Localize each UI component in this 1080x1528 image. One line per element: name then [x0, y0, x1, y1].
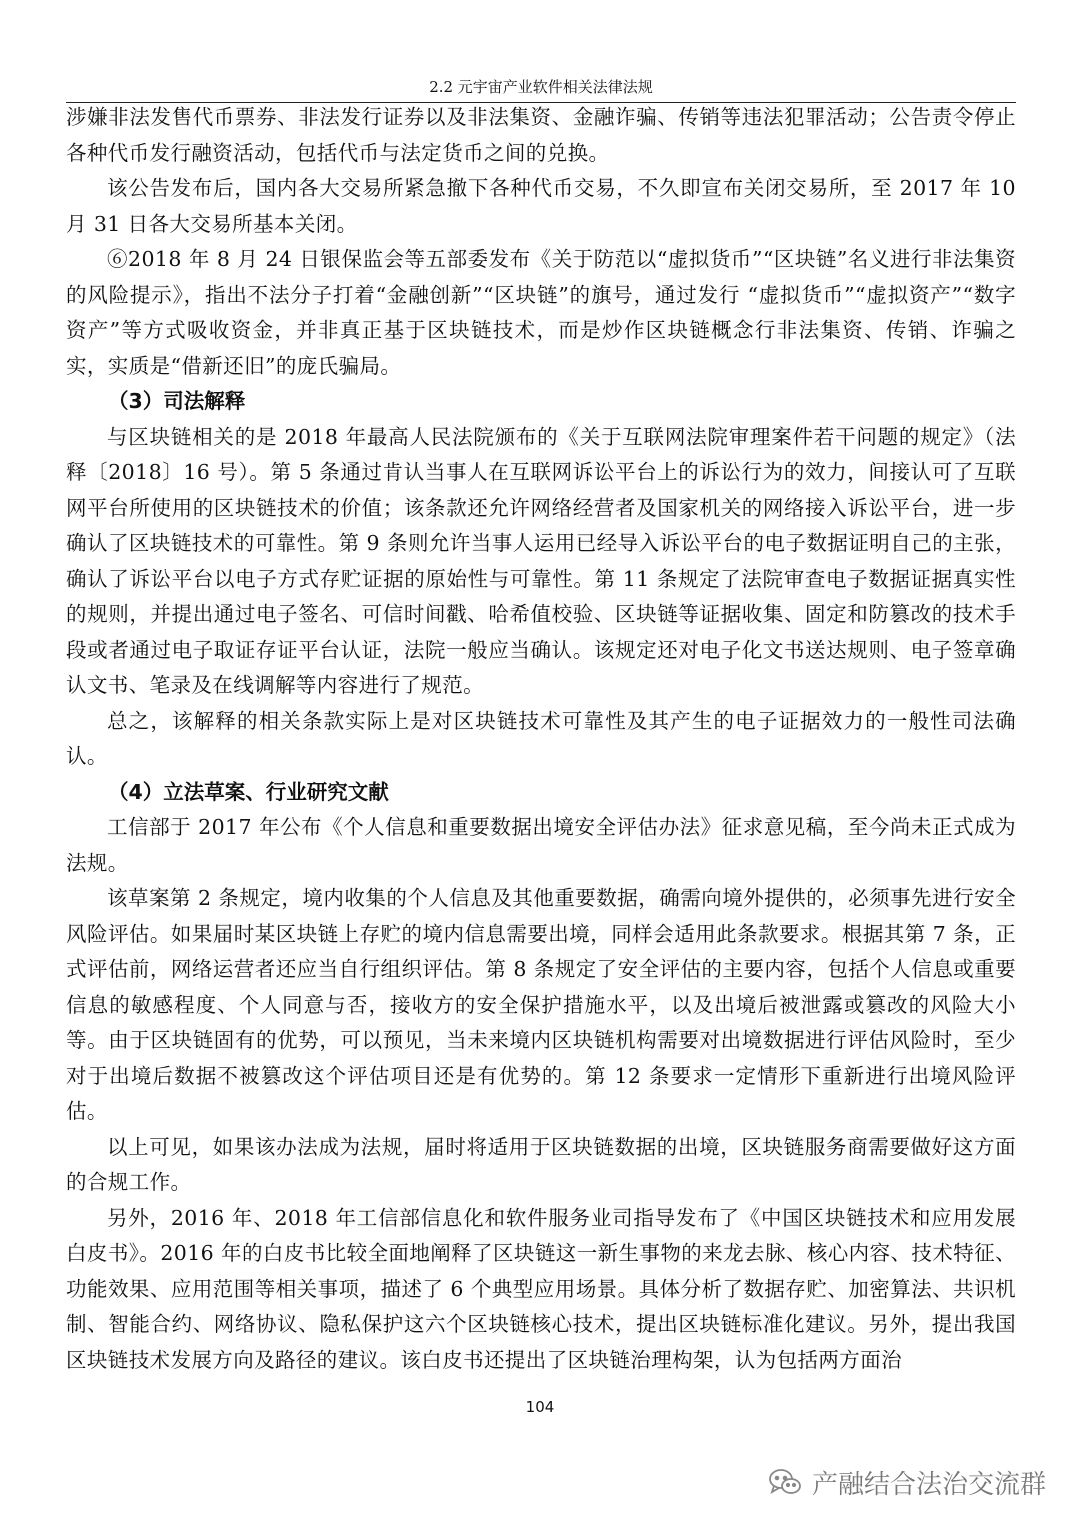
section-heading: （4）立法草案、行业研究文献: [108, 779, 389, 804]
paragraph: 工信部于 2017 年公布《个人信息和重要数据出境安全评估办法》征求意见稿，至今尚未正式成为法规。: [66, 815, 1016, 875]
paragraph-continuation: 涉嫌非法发售代币票券、非法发行证券以及非法集资、金融诈骗、传销等违法犯罪活动；公告责令停止各种代币发行融资活动，包括代币与法定货币之间的兑换。: [66, 105, 1016, 165]
paragraph: 总之，该解释的相关条款实际上是对区块链技术可靠性及其产生的电子证据效力的一般性司法确认。: [66, 708, 1016, 768]
section-heading: （3）司法解释: [108, 389, 246, 413]
header-title: 2.2 元宇宙产业软件相关法律法规: [429, 78, 653, 96]
watermark-text: 产融结合法治交流群: [811, 1469, 1046, 1500]
paragraph: 该公告发布后，国内各大交易所紧急撤下各种代币交易，不久即宣布关闭交易所，至 2017 年 10 月 31 日各大交易所基本关闭。: [66, 176, 1016, 236]
paragraph: 另外，2016 年、2018 年工信部信息化和软件服务业司指导发布了《中国区块链技术和应用发展白皮书》。2016 年的白皮书比较全面地阐释了区块链这一新生事物的来龙去脉、核心内容、技术特征、功能效果、应用范围等相关事项，描述了 6 个典型应用场景。具体分析了数据存贮、加密算法、共识机制、智能合约、网络协议、隐私保护这六个区块链核心技术，提出区块链标准化建议。另外，提出我国区块链技术发展方向及路径的建议。该白皮书还提出了区块链治理构架，认为包括两方面治: [66, 1205, 1016, 1372]
page-number: 104: [525, 1398, 555, 1416]
paragraph: 与区块链相关的是 2018 年最高人民法院颁布的《关于互联网法院审理案件若干问题的规定》（法释〔2018〕16 号）。第 5 条通过肯认当事人在互联网诉讼平台上的诉讼行为的效力，间接认可了互联网平台所使用的区块链技术的价值；该条款还允许网络经营者及国家机关的网络接入诉讼平台，进一步确认了区块链技术的可靠性。第 9 条则允许当事人运用已经导入诉讼平台的电子数据证明自己的主张，确认了诉讼平台以电子方式存贮证据的原始性与可靠性。第 11 条规定了法院审查电子数据证据真实性的规则，并提出通过电子签名、可信时间戳、哈希值校验、区块链等证据收集、固定和防篡改的技术手段或者通过电子取证存证平台认证，法院一般应当确认。该规定还对电子化文书送达规则、电子签章确认文书、笔录及在线调解等内容进行了规范。: [66, 424, 1016, 697]
paragraph: ⑥2018 年 8 月 24 日银保监会等五部委发布《关于防范以“虚拟货币”“区块链”名义进行非法集资的风险提示》，指出不法分子打着“金融创新”“区块链”的旗号，通过发行 “虚拟货币”“虚拟资产”“数字资产”等方式吸收资金，并非真正基于区块链技术，而是炒作区块链概念行非法集资、传销、诈骗之实，实质是“借新还旧”的庞氏骗局。: [66, 247, 1016, 378]
running-header: [66, 76, 1016, 103]
paragraph: 该草案第 2 条规定，境内收集的个人信息及其他重要数据，确需向境外提供的，必须事先进行安全风险评估。如果届时某区块链上存贮的境内信息需要出境，同样会适用此条款要求。根据其第 7 条，正式评估前，网络运营者还应当自行组织评估。第 8 条规定了安全评估的主要内容，包括个人信息或重要信息的敏感程度、个人同意与否，接收方的安全保护措施水平，以及出境后被泄露或篡改的风险大小等。由于区块链固有的优势，可以预见，当未来境内区块链机构需要对出境数据进行评估风险时，至少对于出境后数据不被篡改这个评估项目还是有优势的。第 12 条要求一定情形下重新进行出境风险评估。: [66, 886, 1016, 1123]
paragraph: 以上可见，如果该办法成为法规，届时将适用于区块链数据的出境，区块链服务商需要做好这方面的合规工作。: [66, 1134, 1016, 1194]
wechat-icon: [768, 1467, 802, 1497]
page-body: [66, 100, 1016, 1378]
watermark: [768, 1462, 1046, 1502]
